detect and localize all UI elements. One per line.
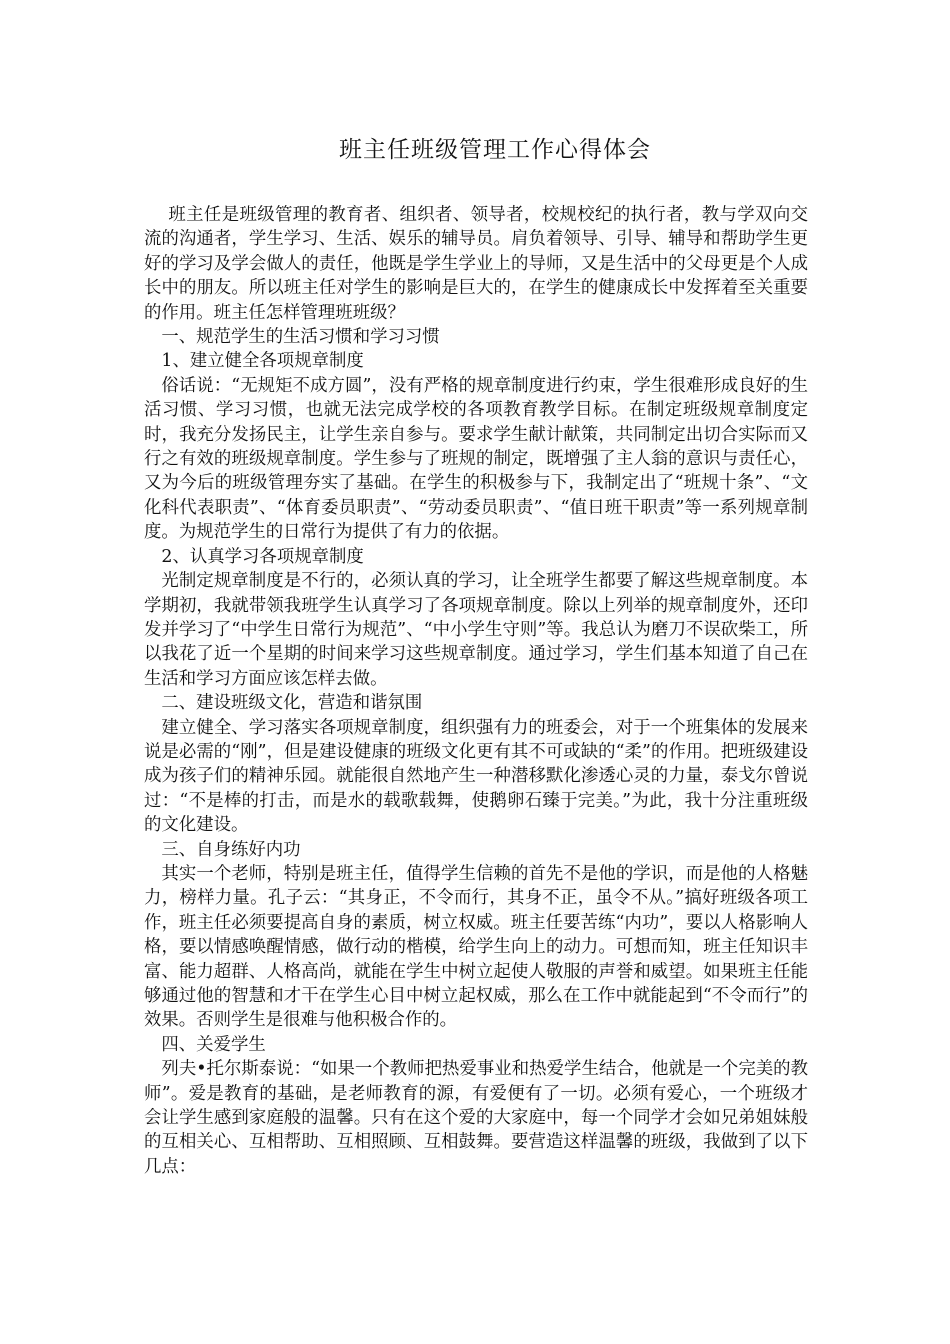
body-paragraph: 列夫•托尔斯泰说：“如果一个教师把热爱事业和热爱学生结合，他就是一个完美的教师”。爱是教育的基础，是老师教育的源，有爱便有了一切。必须有爱心，一个班级才会让学生感到家庭般的温馨。只有在这个爱的大家庭中，每一个同学才会如兄弟姐妹般的互相关心、互相帮助、互相照顾、互相鼓舞。要营造这样温馨的班级，我做到了以下几点： <box>144 1059 808 1177</box>
section-heading-4: 四、关爱学生 <box>161 1034 266 1055</box>
section-heading-1: 一、规范学生的生活习惯和学习习惯 <box>161 327 440 348</box>
section-heading-2: 二、建设班级文化，营造和谐氛围 <box>161 693 423 714</box>
body-paragraph: 其实一个老师，特别是班主任，值得学生信赖的首先不是他的学识，而是他的人格魅力，榜样力量。孔子云：“其身正，不令而行，其身不正，虽令不从。”搞好班级各项工作，班主任必须要提高自身的素质，树立权威。班主任要苦练“内功”，要以人格影响人格，要以情感唤醒情感，做行动的楷模，给学生向上的动力。可想而知，班主任知识丰富、能力超群、人格高尚，就能在学生中树立起使人敬服的声誉和威望。如果班主任能够通过他的智慧和才干在学生心目中树立起权威，那么在工作中就能起到“不令而行”的效果。否则学生是很难与他积极合作的。 <box>144 863 808 1031</box>
body-paragraph: 俗话说：“无规矩不成方圆”，没有严格的规章制度进行约束，学生很难形成良好的生活习惯、学习习惯，也就无法完成学校的各项教育教学目标。在制定班级规章制度定时，我充分发扬民主，让学生亲自参与。要求学生献计献策，共同制定出切合实际而又行之有效的班级规章制度。学生参与了班规的制定，既增强了主人翁的意识与责任心，又为今后的班级管理夯实了基础。在学生的积极参与下，我制定出了“班规十条”、“文化科代表职责”、“体育委员职责”、“劳动委员职责”、“值日班干职责”等一系列规章制度。为规范学生的日常行为提供了有力的依据。 <box>144 375 808 543</box>
body-paragraph: 光制定规章制度是不行的，必须认真的学习，让全班学生都要了解这些规章制度。本学期初，我就带领我班学生认真学习了各项规章制度。除以上列举的规章制度外，还印发并学习了“中学生日常行为规范”、“中小学生守则”等。我总认为磨刀不误砍柴工，所以我花了近一个星期的时间来学习这些规章制度。通过学习，学生们基本知道了自己在生活和学习方面应该怎样去做。 <box>144 571 808 689</box>
body-paragraph: 建立健全、学习落实各项规章制度，组织强有力的班委会，对于一个班集体的发展来说是必需的“刚”，但是建设健康的班级文化更有其不可或缺的“柔”的作用。把班级建设成为孩子们的精神乐园。就能很自然地产生一种潜移默化渗透心灵的力量，泰戈尔曾说过：“不是棒的打击，而是水的载歌载舞，使鹅卵石臻于完美。”为此，我十分注重班级的文化建设。 <box>144 717 808 836</box>
subsection-heading-1-1: 1、建立健全各项规章制度 <box>161 351 364 372</box>
subsection-heading-1-2: 2、认真学习各项规章制度 <box>161 546 364 567</box>
section-heading-3: 三、自身练好内功 <box>161 839 301 860</box>
intro-paragraph: 班主任是班级管理的教育者、组织者、领导者，校规校纪的执行者，教与学双向交流的沟通者，学生学习、生活、娱乐的辅导员。肩负着领导、引导、辅导和帮助学生更好的学习及学会做人的责任，他既是学生学业上的导师，又是生活中的父母更是个人成长中的朋友。所以班主任对学生的影响是巨大的，在学生的健康成长中发挥着至关重要的作用。班主任怎样管理班班级？ <box>144 205 808 323</box>
document-body <box>144 203 808 1179</box>
document-title: 班主任班级管理工作心得体会 <box>339 137 651 163</box>
